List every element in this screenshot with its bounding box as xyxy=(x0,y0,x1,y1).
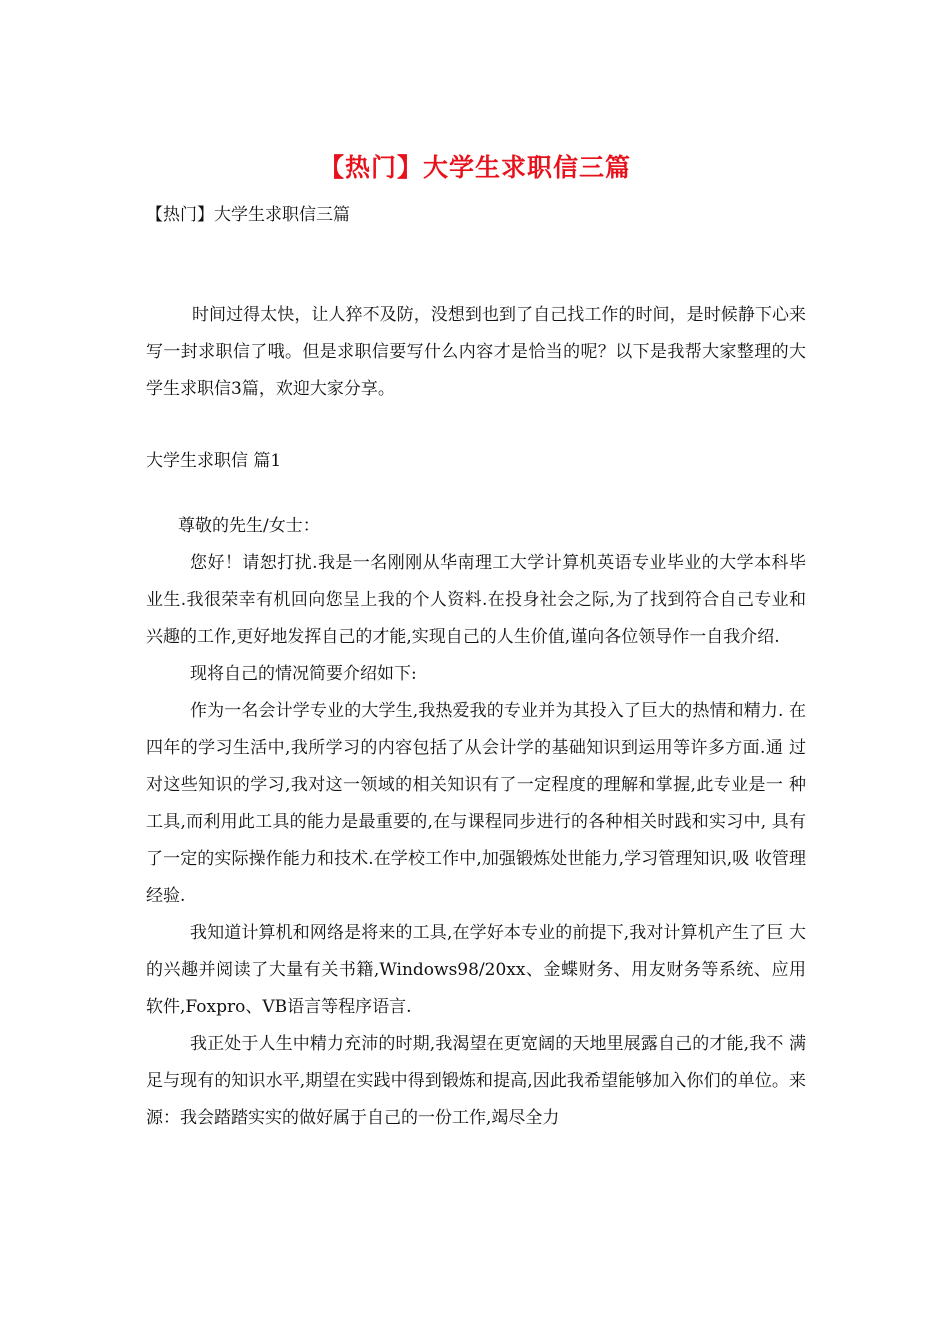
document-title: 【热门】大学生求职信三篇 xyxy=(318,153,631,182)
letter-salutation: 尊敬的先生/女士： xyxy=(178,516,320,536)
letter-paragraph: 我正处于人生中精力充沛的时期,我渴望在更宽阔的天地里展露自己的才能,我不 满足与现有的知识水平,期望在实践中得到锻炼和提高,因此我希望能够加入你们的单位。来源：我会踏踏实实的做好属于自己的一份工作,竭尽全力 xyxy=(146,1034,806,1128)
document-subtitle: 【热门】大学生求职信三篇 xyxy=(146,205,350,225)
letter-paragraph: 作为一名会计学专业的大学生,我热爱我的专业并为其投入了巨大的热情和精力. 在四年的学习生活中,我所学习的内容包括了从会计学的基础知识到运用等许多方面.通 过对这些知识的学习,我对这一领域的相关知识有了一定程度的理解和掌握,此专业是一 种工具,而利用此工具的能力是最重要的,在与课程同步进行的各种相关时践和实习中, 具有了一定的实际操作能力和技术.在学校工作中,加强锻炼处世能力,学习管理知识,吸 收管理经验. xyxy=(146,701,806,906)
letter-paragraph: 您好！请恕打扰.我是一名刚刚从华南理工大学计算机英语专业毕业的大学本科毕业生.我很荣幸有机回向您呈上我的个人资料.在投身社会之际,为了找到符合自己专业和兴趣的工作,更好地发挥自己的才能,实现自己的人生价值,谨向各位领导作一自我介绍. xyxy=(146,553,806,647)
letter-paragraph: 我知道计算机和网络是将来的工具,在学好本专业的前提下,我对计算机产生了巨 大的兴趣并阅读了大量有关书籍,Windows98/20xx、金蝶财务、用友财务等系统、应用 软件,Foxpro、VB语言等程序语言. xyxy=(146,923,806,1017)
section-heading: 大学生求职信 篇1 xyxy=(146,451,282,471)
letter-paragraph: 现将自己的情况简要介绍如下: xyxy=(190,664,417,684)
intro-paragraph: 时间过得太快，让人猝不及防，没想到也到了自己找工作的时间，是时候静下心来写一封求职信了哦。但是求职信要写什么内容才是恰当的呢？以下是我帮大家整理的大学生求职信3篇，欢迎大家分享。 xyxy=(146,305,806,399)
letter-body xyxy=(146,508,806,1137)
